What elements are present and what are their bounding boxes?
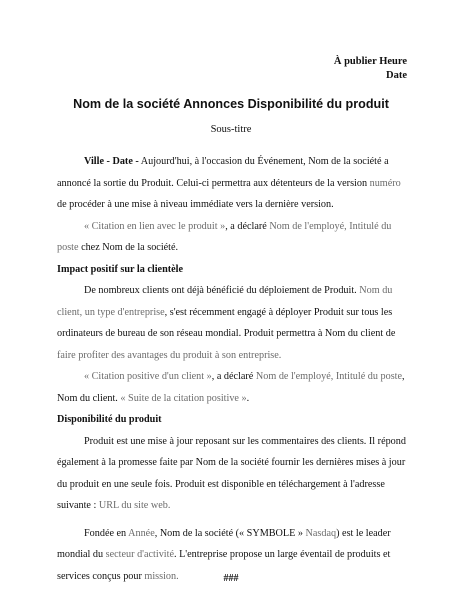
release-time: À publier Heure: [333, 56, 407, 67]
client-quote-text-1: , a déclaré: [211, 371, 256, 382]
intro-paragraph: [57, 151, 410, 216]
client-placeholder: Nom du client, un type d'entreprise: [57, 285, 393, 318]
mission-placeholder: mission.: [144, 570, 179, 582]
impact-paragraph: [57, 280, 410, 366]
version-placeholder: numéro: [369, 177, 401, 189]
company-text-4: . L'entreprise propose un large éventail de produits et services conçus pour: [57, 549, 391, 582]
company-text-1: Fondée en: [84, 527, 129, 539]
product-quote-placeholder: « Citation en lien avec le produit »: [84, 220, 226, 232]
employee-placeholder: Nom de l'employé, Intitulé du poste: [57, 220, 392, 253]
year-placeholder: Année: [128, 527, 155, 539]
client-quote: [57, 366, 410, 409]
intro-text-2: de procéder à une mise à niveau immédiate vers la dernière version.: [57, 199, 334, 210]
exchange-placeholder: Nasdaq: [305, 527, 337, 539]
product-quote-text-2: chez Nom de la société.: [78, 242, 179, 253]
benefit-placeholder: faire profiter des avantages du produit à son entreprise.: [57, 349, 282, 361]
section-heading-impact: Impact positif sur la clientèle: [57, 263, 184, 275]
sector-placeholder: secteur d'activité: [105, 549, 174, 560]
quote-continuation-placeholder: « Suite de la citation positive »: [120, 392, 247, 404]
impact-text-1: De nombreux clients ont déjà bénéficié du déploiement de Produit.: [84, 285, 360, 296]
client-quote-placeholder: « Citation positive d'un client »: [84, 371, 212, 382]
release-date: Date: [386, 70, 407, 81]
client-quote-text-2: , Nom du client.: [57, 371, 405, 404]
dateline: Ville - Date -: [84, 156, 139, 167]
intro-text-1: Aujourd'hui, à l'occasion du Événement, Nom de la société a annoncé la sortie du Produit. Celui-ci permettra aux détenteurs de la version: [57, 156, 389, 189]
product-quote-text-1: , a déclaré: [225, 220, 270, 232]
impact-text-2: , s'est récemment engagé à déployer Produit sur tous les ordinateurs de bureau de son réseau mondial. Produit permettra à Nom du client de: [57, 306, 396, 339]
section-heading-availability: Disponibilité du produit: [57, 414, 162, 425]
availability-paragraph: [57, 431, 410, 517]
website-url-placeholder: URL du site web.: [98, 500, 171, 511]
client-employee-placeholder: Nom de l'employé, Intitulé du poste: [255, 371, 403, 382]
company-text-3: ) est le leader mondial du: [57, 527, 391, 560]
availability-text: Produit est une mise à jour reposant sur les commentaires des clients. Il répond également à la promesse faite par Nom de la société fournir les dernières mises à jour du produit en une seule fois. Produit est disponible en téléchargement à l'adresse suivante :: [57, 435, 406, 511]
company-text-2: , Nom de la société (« SYMBOLE »: [154, 527, 306, 539]
release-info: [334, 55, 407, 83]
end-mark: ###: [223, 573, 239, 584]
document-body: [57, 151, 410, 587]
client-quote-text-3: .: [246, 392, 250, 404]
headline: Nom de la société Annonces Disponibilité du produit: [73, 97, 389, 111]
subtitle: Sous-titre: [210, 124, 252, 135]
product-quote: [57, 216, 410, 259]
